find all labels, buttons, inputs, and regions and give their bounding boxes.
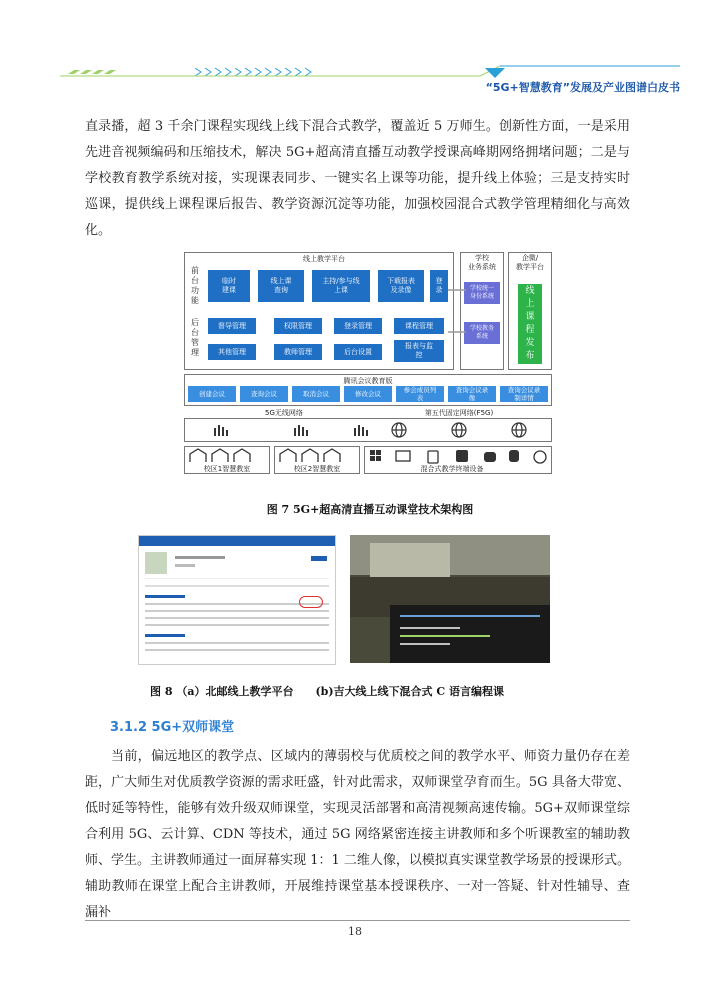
front-label: 前 台 功 能 (191, 266, 199, 305)
section-heading: 3.1.2 5G+双师课堂 (110, 720, 235, 735)
front-box-2: 线上课 查询 (258, 270, 304, 302)
back-box-7: 后台设置 (334, 344, 382, 360)
back-label: 后 台 管 理 (191, 318, 199, 357)
school-system-label: 学校 业务系统 (468, 254, 496, 271)
tencent-box-4: 修改会议 (344, 386, 392, 402)
campus-icons (184, 446, 552, 466)
back-box-3: 登录管理 (334, 318, 382, 334)
tencent-box-1: 创建会议 (188, 386, 236, 402)
fig8b-code-screen (390, 605, 550, 663)
header-title: “5G+智慧教育”发展及产业图谱白皮书 (485, 81, 680, 94)
back-box-5: 其他管理 (208, 344, 256, 360)
back-box-1: 督导管理 (208, 318, 256, 334)
tencent-box-6: 查询会议录 像 (448, 386, 496, 402)
tencent-box-2: 查询会议 (240, 386, 288, 402)
school-box-2: 学校教务 系统 (464, 322, 500, 344)
front-box-5: 登 录 (430, 270, 448, 302)
net-5g-label: 5G无线网络 (265, 409, 303, 417)
campus2-label: 校区2智慧教室 (293, 465, 341, 473)
online-platform-label: 线上教学平台 (303, 255, 345, 263)
fig8a-thumbnail (145, 552, 167, 574)
back-box-2: 权限管理 (274, 318, 322, 334)
connector-arrows (446, 280, 468, 350)
page-number: 18 (348, 925, 362, 938)
tencent-box-5: 参会成员列 表 (396, 386, 444, 402)
fig8b-photo (350, 535, 550, 663)
net-f5g-label: 第五代固定网络(F5G) (424, 409, 494, 417)
fig8a-highlight (299, 596, 323, 608)
back-box-6: 教师管理 (274, 344, 322, 360)
front-box-4: 下载报表 及录像 (378, 270, 424, 302)
back-box-4: 课程管理 (394, 318, 444, 334)
back-box-8: 报表与监 控 (394, 340, 444, 362)
campus1-label: 校区1智慧教室 (203, 465, 251, 473)
tencent-label: 腾讯会议教育版 (343, 377, 393, 385)
fig8-caption: 图 8 （a）北邮线上教学平台 (b)吉大线上线下混合式 C 语言编程课 (150, 685, 504, 698)
front-box-3: 主持/参与线 上课 (312, 270, 370, 302)
network-icons (184, 418, 552, 442)
devices-label: 混合式教学终端设备 (420, 465, 484, 473)
intro-paragraph: 直录播，超 3 千余门课程实现线上线下混合式教学，覆盖近 5 万师生。创新性方面，一是采用先进音视频编码和压缩技术，解决 5G+超高清直播互动教学授课高峰期网络拥堵问题；二是与学校教育教学系统对接，实现课表同步、一键实名上课等功能，提升线上体验；三是支持实时巡课，提供线上课程课后报告、教学资源沉淀等功能，加强校园混合式教学管理精细化与高效化。 (85, 119, 630, 238)
architecture-diagram (184, 252, 552, 474)
footer-rule (85, 920, 630, 921)
fig8a-topbar (139, 536, 335, 546)
enterprise-label: 企微/ 教学平台 (516, 254, 544, 271)
green-box: 线 上 课 程 发 布 (518, 284, 542, 364)
front-box-1: 临时 建课 (208, 270, 250, 302)
tencent-box-3: 取消会议 (292, 386, 340, 402)
fig8a-screenshot (138, 535, 336, 665)
fig8a-profile (145, 552, 329, 579)
school-box-1: 学校统一 身份系统 (464, 282, 500, 304)
tencent-box-7: 查询会议录 制详情 (500, 386, 548, 402)
body-paragraph: 当前，偏远地区的教学点、区域内的薄弱校与优质校之间的教学水平、师资力量仍存在差距，广大师生对优质教学资源的需求旺盛，针对此需求，双师课堂孕育而生。5G 具备大带宽、低时延等特性，能够有效升级双师课堂，实现灵活部署和高清视频高速传输。5G+双师课堂综合利用 5G、云计算、CDN 等技术，通过 5G 网络紧密连接主讲教师和多个听课教室的辅助教师、学生。主讲教师通过一面屏幕实现 1：1 二维人像，以模拟真实课堂教学场景的授课形式。辅助教师在课堂上配合主讲教师，开展维持课堂基本授课秩序、一对一答疑、针对性辅导、查漏补 (85, 749, 630, 920)
fig7-caption: 图 7 5G+超高清直播互动课堂技术架构图 (266, 503, 474, 516)
